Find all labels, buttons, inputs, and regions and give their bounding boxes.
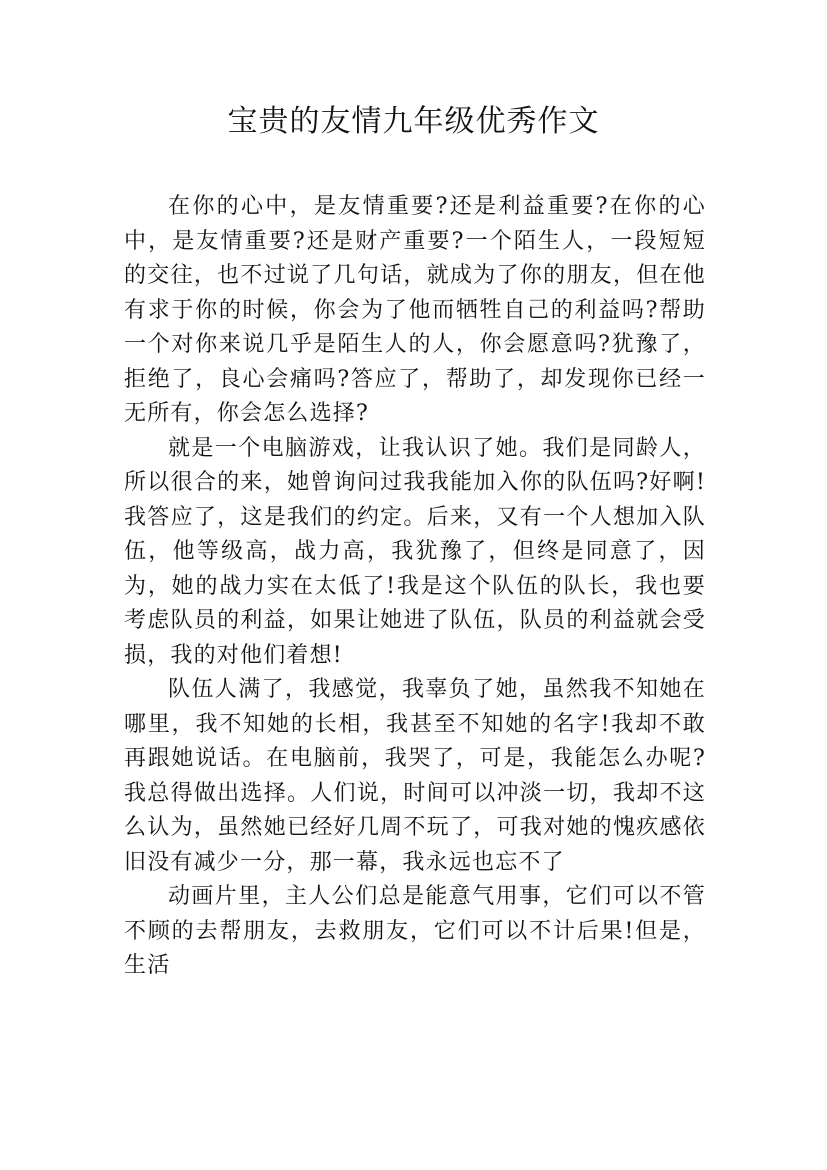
paragraph: 动画片里，主人公们总是能意气用事，它们可以不管不顾的去帮朋友，去救朋友，它们可以不计后果!但是，生活 <box>124 884 706 978</box>
paragraph: 就是一个电脑游戏，让我认识了她。我们是同龄人，所以很合的来，她曾询问过我我能加入你的队伍吗?好啊!我答应了，这是我们的约定。后来，又有一个人想加入队伍，他等级高，战力高，我犹豫了，但终是同意了，因为，她的战力实在太低了!我是这个队伍的队长，我也要考虑队员的利益，如果让她进了队伍，队员的利益就会受损，我的对他们着想! <box>124 435 706 668</box>
document-body <box>124 190 706 984</box>
document-title: 宝贵的友情九年级优秀作文 <box>227 104 600 139</box>
paragraph: 在你的心中，是友情重要?还是利益重要?在你的心中，是友情重要?还是财产重要?一个陌生人，一段短短的交往，也不过说了几句话，就成为了你的朋友，但在他有求于你的时候，你会为了他而牺牲自己的利益吗?帮助一个对你来说几乎是陌生人的人，你会愿意吗?犹豫了，拒绝了，良心会痛吗?答应了，帮助了，却发现你已经一无所有，你会怎么选择? <box>124 194 706 426</box>
paragraph: 队伍人满了，我感觉，我辜负了她，虽然我不知她在哪里，我不知她的长相，我甚至不知她的名字!我却不敢再跟她说话。在电脑前，我哭了，可是，我能怎么办呢?我总得做出选择。人们说，时间可以冲淡一切，我却不这么认为，虽然她已经好几周不玩了，可我对她的愧疚感依旧没有减少一分，那一幕，我永远也忘不了 <box>124 677 706 875</box>
